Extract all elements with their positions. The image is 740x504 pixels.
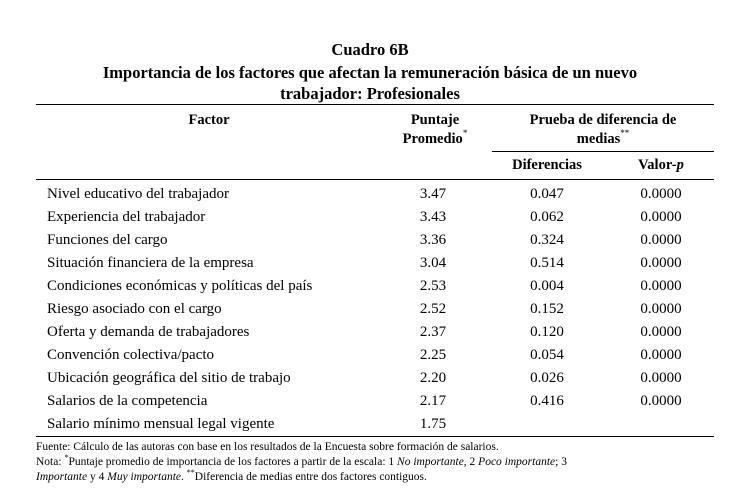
score-cell: 2.53 — [419, 278, 447, 294]
factor-cell: Salarios de la competencia — [47, 393, 208, 409]
factor-cell: Riesgo asociado con el cargo — [47, 301, 222, 317]
factor-cell: Oferta y demanda de trabajadores — [47, 324, 250, 340]
note-scale-label-2: Poco importante — [478, 456, 556, 468]
note-scale-text: Puntaje promedio de importancia de los factores a partir de la escala: 1 — [68, 456, 398, 468]
difference-cell: 0.152 — [530, 301, 564, 317]
note-separator: , 2 — [463, 456, 479, 468]
header-score-footnote-mark: * — [462, 128, 468, 138]
table-caption-line-1: Importancia de los factores que afectan la remuneración básica de un nuevo — [102, 63, 638, 82]
table-row — [0, 252, 740, 275]
table-row — [0, 344, 740, 367]
score-cell: 3.04 — [419, 255, 447, 271]
table-row — [0, 183, 740, 206]
factor-cell: Salario mínimo mensual legal vigente — [47, 416, 275, 432]
score-cell: 2.17 — [419, 393, 447, 409]
note-difference-text: Diferencia de medias entre dos factores contiguos. — [194, 471, 427, 483]
table-caption-line-2: trabajador: Profesionales — [280, 84, 460, 103]
difference-cell: 0.062 — [530, 209, 564, 225]
subheader-rule — [492, 151, 714, 152]
score-cell: 2.52 — [419, 301, 447, 317]
note-scale-label-3: Importante — [36, 471, 88, 483]
difference-cell: 0.054 — [530, 347, 564, 363]
difference-cell: 0.026 — [530, 370, 564, 386]
factor-cell: Situación financiera de la empresa — [47, 255, 254, 271]
pvalue-cell: 0.0000 — [640, 209, 682, 225]
header-test-line-1: Prueba de diferencia de — [529, 112, 677, 128]
difference-cell: 0.324 — [530, 232, 564, 248]
table-row — [0, 275, 740, 298]
scale-note-line-1 — [36, 455, 726, 469]
note-footnote-mark-1: * — [64, 453, 69, 462]
table-row — [0, 413, 740, 436]
header-factor: Factor — [188, 112, 230, 128]
scale-note-line-2 — [36, 470, 726, 484]
header-score-line-1: Puntaje — [410, 112, 460, 128]
pvalue-cell: 0.0000 — [640, 324, 682, 340]
header-test-line-2 — [492, 128, 714, 148]
difference-cell: 0.120 — [530, 324, 564, 340]
note-separator: ; 3 — [555, 456, 567, 468]
header-score-label: Promedio — [402, 131, 463, 147]
table-top-rule — [36, 104, 714, 105]
header-score-line-2 — [380, 128, 490, 148]
pvalue-cell: 0.0000 — [640, 301, 682, 317]
header-test-label: medias — [576, 131, 621, 147]
note-prefix: Nota: — [36, 456, 65, 468]
table-row — [0, 321, 740, 344]
difference-cell: 0.514 — [530, 255, 564, 271]
table-bottom-rule — [36, 436, 714, 437]
factor-cell: Experiencia del trabajador — [47, 209, 206, 225]
note-footnote-mark-2: ** — [186, 468, 195, 477]
factor-cell: Ubicación geográfica del sitio de trabajo — [47, 370, 291, 386]
pvalue-cell: 0.0000 — [640, 347, 682, 363]
table-caption-number: Cuadro 6B — [331, 40, 409, 59]
factor-cell: Condiciones económicas y políticas del país — [47, 278, 313, 294]
difference-cell: 0.004 — [530, 278, 564, 294]
header-test-footnote-mark: ** — [620, 128, 630, 138]
difference-cell: 0.047 — [530, 186, 564, 202]
score-cell: 3.47 — [419, 186, 447, 202]
pvalue-cell: 0.0000 — [640, 186, 682, 202]
header-pvalue-p: p — [676, 157, 684, 173]
note-scale-label-1: No importante — [397, 456, 464, 468]
factor-cell: Nivel educativo del trabajador — [47, 186, 230, 202]
source-note: Fuente: Cálculo de las autoras con base en los resultados de la Encuesta sobre formación de salarios. — [36, 441, 499, 453]
table-row — [0, 298, 740, 321]
note-separator: . — [181, 471, 187, 483]
factor-cell: Funciones del cargo — [47, 232, 168, 248]
pvalue-cell: 0.0000 — [640, 278, 682, 294]
factor-cell: Convención colectiva/pacto — [47, 347, 215, 363]
score-cell: 2.25 — [419, 347, 447, 363]
score-cell: 2.20 — [419, 370, 447, 386]
score-cell: 2.37 — [419, 324, 447, 340]
pvalue-cell: 0.0000 — [640, 232, 682, 248]
pvalue-cell: 0.0000 — [640, 370, 682, 386]
table-row — [0, 390, 740, 413]
score-cell: 1.75 — [419, 416, 447, 432]
difference-cell: 0.416 — [530, 393, 564, 409]
pvalue-cell: 0.0000 — [640, 393, 682, 409]
table-row — [0, 229, 740, 252]
header-pvalue-prefix: Valor- — [638, 157, 677, 173]
note-separator: y 4 — [87, 471, 108, 483]
table-row — [0, 206, 740, 229]
score-cell: 3.43 — [419, 209, 447, 225]
note-scale-label-4: Muy importante — [107, 471, 182, 483]
score-cell: 3.36 — [419, 232, 447, 248]
header-differences: Diferencias — [512, 157, 582, 173]
header-bottom-rule — [36, 179, 714, 180]
table-row — [0, 367, 740, 390]
pvalue-cell: 0.0000 — [640, 255, 682, 271]
header-pvalue — [606, 157, 716, 174]
